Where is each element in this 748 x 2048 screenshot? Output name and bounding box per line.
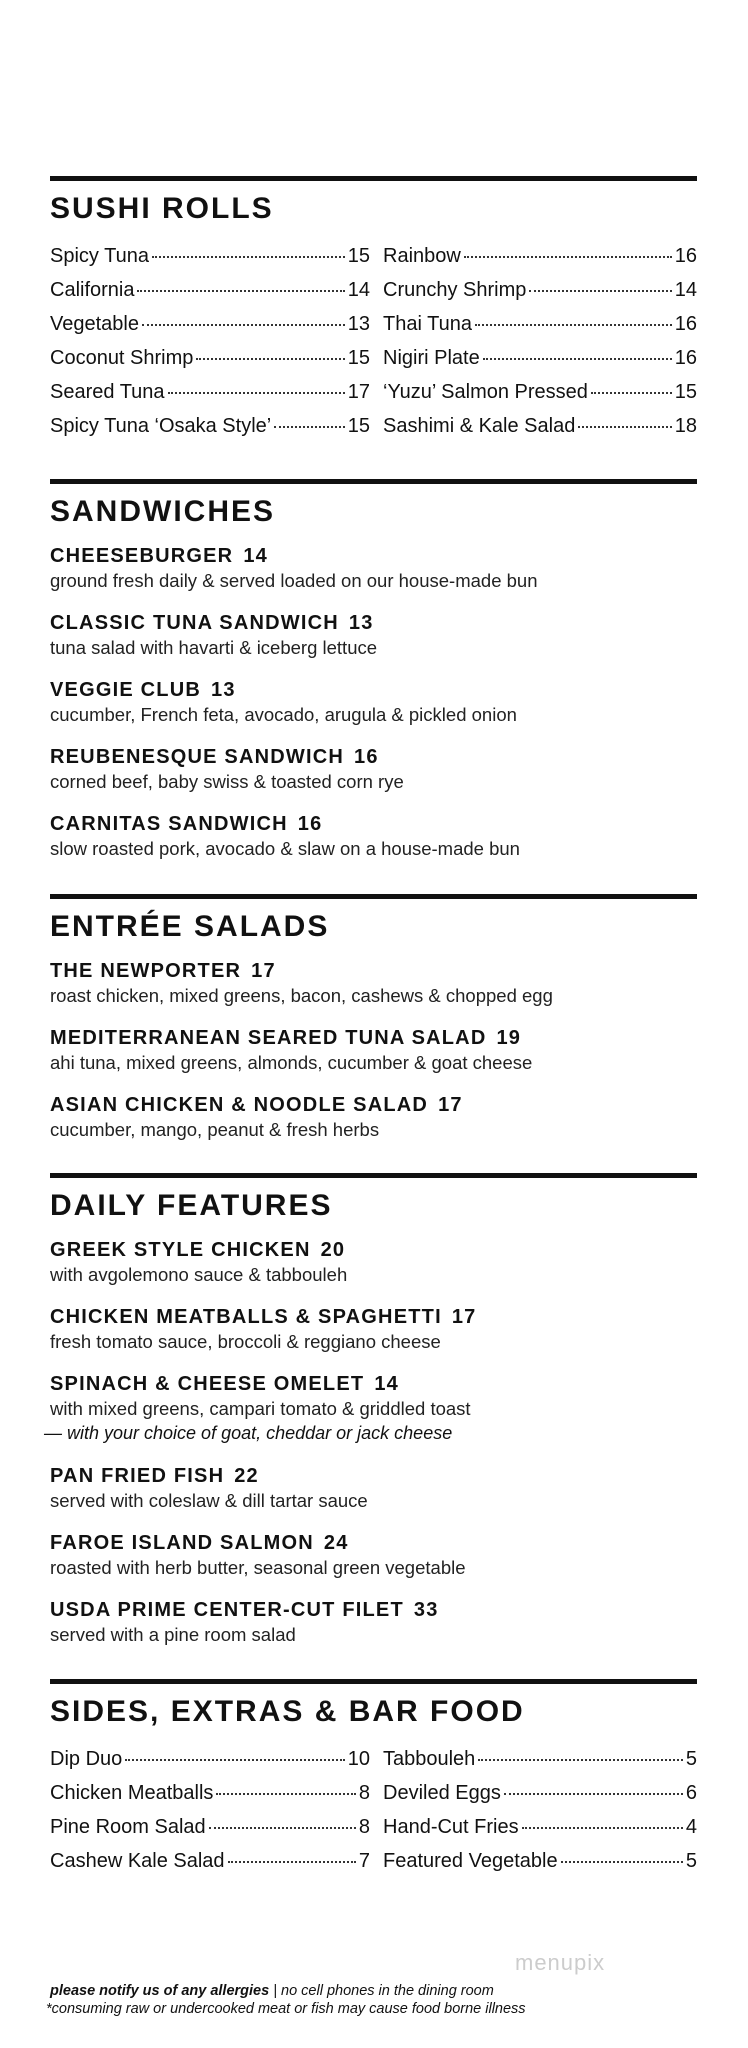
item-price: 33 — [413, 1599, 439, 1621]
item-price: 16 — [674, 245, 697, 267]
menu-item — [50, 1598, 697, 1665]
menu-item — [50, 1748, 370, 1782]
item-price: 22 — [234, 1465, 259, 1487]
phone-notice: | no cell phones in the dining room — [269, 1983, 494, 1999]
item-description: served with a pine room salad — [50, 1624, 296, 1645]
item-name: Dip Duo — [50, 1748, 123, 1770]
item-name: Deviled Eggs — [383, 1782, 501, 1804]
item-name: THE NEWPORTER — [50, 960, 242, 982]
item-description: corned beef, baby swiss & toasted corn rye — [50, 771, 404, 792]
footer-line-2: *consuming raw or undercooked meat or fish may cause food borne illness — [46, 2001, 526, 2017]
menu-item — [50, 959, 697, 1026]
watermark: menupix — [515, 1950, 606, 1975]
menu-item — [50, 544, 697, 611]
item-description: cucumber, mango, peanut & fresh herbs — [50, 1119, 380, 1140]
item-name: MEDITERRANEAN SEARED TUNA SALAD — [50, 1027, 487, 1049]
item-name: SPINACH & CHEESE OMELET — [50, 1373, 365, 1395]
footer-notes — [46, 1982, 526, 2018]
item-price: 14 — [674, 279, 697, 301]
item-description: slow roasted pork, avocado & slaw on a house-made bun — [50, 838, 520, 859]
item-name: Pine Room Salad — [50, 1816, 206, 1838]
menu-item — [50, 678, 697, 745]
menu-item — [50, 611, 697, 678]
item-name: Nigiri Plate — [383, 347, 480, 369]
section-sandwiches — [50, 479, 697, 879]
item-description: tuna salad with havarti & iceberg lettuce — [50, 637, 378, 658]
item-price: 14 — [374, 1373, 399, 1395]
menu-item — [50, 1026, 697, 1093]
menu-item — [50, 313, 370, 347]
dot-leader — [529, 290, 671, 292]
item-title — [50, 1305, 697, 1330]
menu-item — [50, 1782, 370, 1816]
item-name: Featured Vegetable — [383, 1850, 558, 1872]
section-sushi-rolls — [50, 176, 697, 449]
item-name: Spicy Tuna — [50, 245, 149, 267]
item-name: Rainbow — [383, 245, 461, 267]
menu-item — [383, 313, 697, 347]
menu-item — [44, 1372, 697, 1464]
section-daily-features — [44, 1173, 697, 1665]
menu-item — [50, 1464, 697, 1531]
item-name: VEGGIE CLUB — [50, 679, 201, 701]
menu-item — [50, 347, 370, 381]
dot-leader — [483, 358, 672, 360]
item-description: ground fresh daily & served loaded on our house-made bun — [50, 570, 538, 591]
item-price: 17 — [438, 1094, 463, 1116]
menu-item — [383, 1782, 697, 1816]
menu-item — [383, 415, 697, 449]
section-divider — [50, 176, 697, 181]
dot-leader — [152, 256, 345, 258]
dot-leader — [274, 426, 345, 428]
item-price: 14 — [347, 279, 370, 301]
item-name: CARNITAS SANDWICH — [50, 813, 288, 835]
item-name: REUBENESQUE SANDWICH — [50, 746, 345, 768]
item-description: fresh tomato sauce, broccoli & reggiano cheese — [50, 1331, 441, 1352]
dot-leader — [504, 1793, 683, 1795]
item-title — [50, 611, 697, 636]
dot-leader — [137, 290, 344, 292]
section-divider — [50, 894, 697, 899]
item-name: FAROE ISLAND SALMON — [50, 1532, 314, 1554]
section-divider — [50, 1173, 697, 1178]
item-description: with avgolemono sauce & tabbouleh — [50, 1264, 348, 1285]
item-price: 20 — [320, 1239, 346, 1261]
item-name: CHEESEBURGER — [50, 545, 234, 567]
item-description: roasted with herb butter, seasonal green vegetable — [50, 1557, 466, 1578]
menu-item — [50, 1531, 697, 1598]
menu-item — [383, 381, 697, 415]
item-name: Thai Tuna — [383, 313, 472, 335]
section-heading: SIDES, EXTRAS & BAR FOOD — [50, 1695, 525, 1728]
menu-item — [50, 245, 370, 279]
menu-item — [50, 1093, 697, 1160]
item-price: 16 — [674, 313, 697, 335]
item-price: 8 — [358, 1816, 370, 1838]
item-name: California — [50, 279, 135, 301]
item-title — [50, 678, 697, 703]
section-divider — [50, 1679, 697, 1684]
item-title — [50, 1372, 697, 1397]
menu-item — [50, 415, 370, 449]
item-name: Hand-Cut Fries — [383, 1816, 519, 1838]
item-price: 17 — [251, 960, 276, 982]
item-title — [50, 1464, 697, 1489]
menu-item — [50, 812, 697, 879]
menu-item — [383, 347, 697, 381]
item-title — [50, 745, 697, 770]
item-name: Vegetable — [50, 313, 139, 335]
menu-item — [383, 245, 697, 279]
item-price: 13 — [347, 313, 370, 335]
menu-item — [50, 1816, 370, 1850]
item-description: with mixed greens, campari tomato & griddled toast — [50, 1398, 471, 1419]
item-price: 13 — [348, 612, 374, 634]
item-description: served with coleslaw & dill tartar sauce — [50, 1490, 368, 1511]
dot-leader — [168, 392, 345, 394]
item-name: Chicken Meatballs — [50, 1782, 214, 1804]
item-price: 16 — [354, 746, 379, 768]
item-name: Cashew Kale Salad — [50, 1850, 225, 1872]
item-title — [50, 1531, 697, 1556]
item-price: 7 — [358, 1850, 370, 1872]
section-entree-salads — [50, 894, 697, 1160]
section-heading: SUSHI ROLLS — [50, 192, 274, 225]
dot-leader — [216, 1793, 355, 1795]
item-name: ASIAN CHICKEN & NOODLE SALAD — [50, 1094, 429, 1116]
item-name: CLASSIC TUNA SANDWICH — [50, 612, 339, 634]
dot-leader — [196, 358, 344, 360]
item-price: 5 — [685, 1850, 697, 1872]
item-description: cucumber, French feta, avocado, arugula & pickled onion — [50, 704, 517, 725]
item-name: Seared Tuna — [50, 381, 165, 403]
item-price: 16 — [674, 347, 697, 369]
item-price: 5 — [685, 1748, 697, 1770]
menu-item — [383, 279, 697, 313]
item-title — [50, 959, 697, 984]
menu-item — [50, 1850, 370, 1884]
menu-item — [50, 279, 370, 313]
item-name: PAN FRIED FISH — [50, 1465, 225, 1487]
item-price: 16 — [297, 813, 323, 835]
item-price: 14 — [243, 545, 268, 567]
item-price: 15 — [347, 415, 370, 437]
menu-item — [50, 745, 697, 812]
menu-item — [50, 1238, 697, 1305]
item-title — [50, 544, 697, 569]
menu-item — [383, 1850, 697, 1884]
item-description: ahi tuna, mixed greens, almonds, cucumber & goat cheese — [50, 1052, 533, 1073]
item-price: 8 — [358, 1782, 370, 1804]
section-divider — [50, 479, 697, 484]
menu-item — [383, 1748, 697, 1782]
item-price: 18 — [674, 415, 697, 437]
footer-line-1 — [50, 1982, 526, 2000]
item-price: 15 — [347, 245, 370, 267]
menu-item — [50, 381, 370, 415]
item-title — [50, 1093, 697, 1118]
item-name: Spicy Tuna ‘Osaka Style’ — [50, 415, 272, 437]
dot-leader — [522, 1827, 683, 1829]
dot-leader — [475, 324, 672, 326]
item-price: 24 — [323, 1532, 349, 1554]
dot-leader — [591, 392, 672, 394]
dot-leader — [142, 324, 345, 326]
item-price: 19 — [496, 1027, 522, 1049]
item-name: Sashimi & Kale Salad — [383, 415, 576, 437]
item-title — [50, 1598, 697, 1623]
item-price: 6 — [685, 1782, 697, 1804]
item-title — [50, 1026, 697, 1051]
menu-item — [50, 1305, 697, 1372]
item-name: USDA PRIME CENTER-CUT FILET — [50, 1599, 404, 1621]
item-name: CHICKEN MEATBALLS & SPAGHETTI — [50, 1306, 442, 1328]
dot-leader — [464, 256, 672, 258]
item-description: roast chicken, mixed greens, bacon, cashews & chopped egg — [50, 985, 553, 1006]
item-title — [50, 812, 697, 837]
dot-leader — [578, 426, 671, 428]
item-price: 15 — [674, 381, 697, 403]
dot-leader — [478, 1759, 683, 1761]
section-heading: ENTRÉE SALADS — [50, 910, 330, 943]
item-name: ‘Yuzu’ Salmon Pressed — [383, 381, 588, 403]
item-note: — with your choice of goat, cheddar or jack cheese — [44, 1423, 453, 1443]
dot-leader — [125, 1759, 344, 1761]
allergy-notice: please notify us of any allergies — [50, 1983, 270, 1999]
item-name: Tabbouleh — [383, 1748, 476, 1770]
section-sides — [50, 1679, 697, 1884]
item-price: 15 — [347, 347, 370, 369]
dot-leader — [561, 1861, 683, 1863]
item-name: Coconut Shrimp — [50, 347, 194, 369]
section-heading: DAILY FEATURES — [50, 1189, 333, 1222]
item-price: 10 — [347, 1748, 370, 1770]
menu-item — [383, 1816, 697, 1850]
item-price: 4 — [685, 1816, 697, 1838]
item-title — [50, 1238, 697, 1263]
item-name: Crunchy Shrimp — [383, 279, 527, 301]
item-name: GREEK STYLE CHICKEN — [50, 1239, 311, 1261]
item-price: 17 — [347, 381, 370, 403]
dot-leader — [209, 1827, 356, 1829]
dot-leader — [228, 1861, 356, 1863]
item-price: 13 — [211, 679, 236, 701]
item-price: 17 — [451, 1306, 477, 1328]
section-heading: SANDWICHES — [50, 495, 276, 528]
